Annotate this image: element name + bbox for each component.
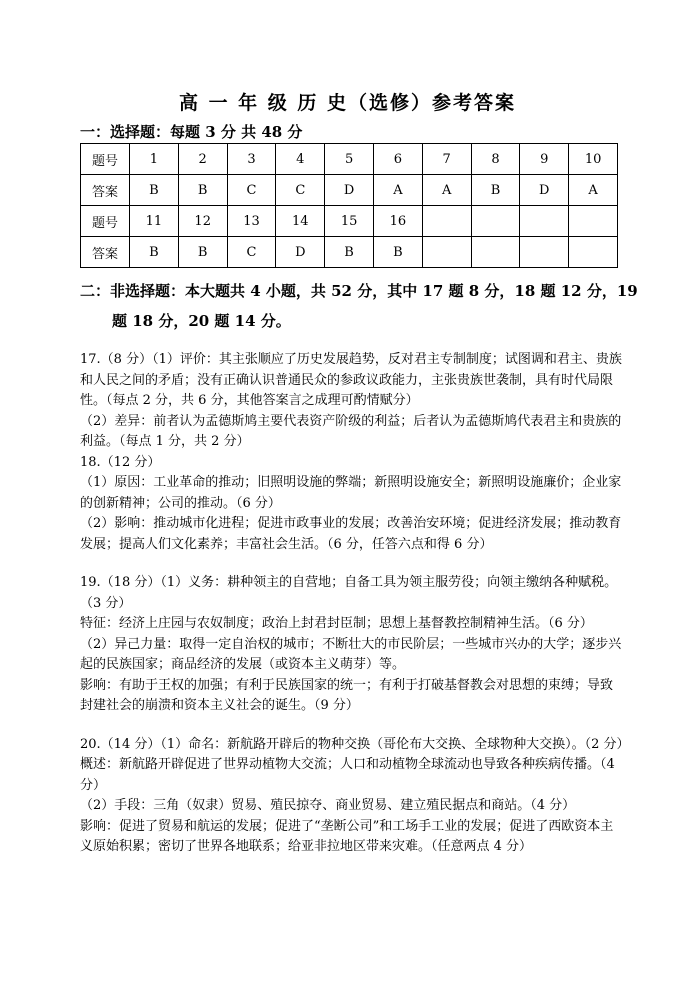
table-cell: C: [227, 237, 276, 268]
table-cell: [520, 237, 569, 268]
answer-paragraph: （2）异己力量：取得一定自治权的城市；不断壮大的市民阶层；一些城市兴办的大学；逐步兴起的民族国家；商品经济的发展（或资本主义萌芽）等。: [80, 636, 622, 672]
answer-paragraph: （2）手段：三角（奴隶）贸易、殖民掠夺、商业贸易、建立殖民据点和商站。（4 分）: [80, 798, 576, 813]
table-cell: 6: [373, 144, 422, 175]
answer-paragraph: （2）差异：前者认为孟德斯鸠主要代表资产阶级的利益；后者认为孟德斯鸠代表君主和贵族的利益。（每点 1 分，共 2 分）: [80, 413, 622, 449]
section1-heading: 一：选择题：每题 3 分 共 48 分: [80, 123, 303, 141]
table-cell: D: [325, 175, 374, 206]
answer-q19: [80, 573, 625, 717]
table-cell: B: [130, 175, 179, 206]
table-cell: 12: [178, 206, 227, 237]
table-cell: C: [227, 175, 276, 206]
spacer: [80, 555, 625, 573]
row-header: 答案: [81, 175, 130, 206]
table-cell: 4: [276, 144, 325, 175]
answer-paragraph: 特征：经济上庄园与农奴制度；政治上封君封臣制；思想上基督教控制精神生活。（6 分）: [80, 616, 593, 631]
table-cell: D: [520, 175, 569, 206]
answer-paragraph: 20.（14 分）（1）命名：新航路开辟后的物种交换（哥伦布大交换、全球物种大交换）。（2 分）: [80, 736, 630, 752]
section2-heading-line2: 题 18 分，20 题 14 分。: [112, 312, 291, 330]
answer-q20: [80, 735, 630, 858]
answer-paragraph: 19.（18 分）（1）义务：耕种领主的自营地；自备工具为领主服劳役；向领主缴纳各种赋税。（3 分）: [80, 575, 618, 611]
table-cell: 11: [130, 206, 179, 237]
table-row: [81, 237, 618, 268]
table-cell: 13: [227, 206, 276, 237]
table-cell: B: [178, 237, 227, 268]
answer-paragraph: （1）原因：工业革命的推动；旧照明设施的弊端；新照明设施安全；新照明设施廉价；企业家的创新精神；公司的推动。（6 分）: [80, 475, 622, 511]
answer-q18: [80, 453, 625, 556]
table-cell: B: [373, 237, 422, 268]
table-cell: [569, 206, 618, 237]
table-cell: 10: [569, 144, 618, 175]
table-row: [81, 206, 618, 237]
answer-paragraph: （2）影响：推动城市化进程；促进市政事业的发展；改善治安环境；促进经济发展；推动教育发展；提高人们文化素养；丰富社会生活。（6 分，任答六点和得 6 分）: [80, 516, 622, 552]
table-cell: B: [325, 237, 374, 268]
table-cell: [422, 237, 471, 268]
answer-paragraph: 影响：有助于王权的加强；有利于民族国家的统一；有利于打破基督教会对思想的束缚；导致封建社会的崩溃和资本主义社会的诞生。（9 分）: [80, 677, 614, 713]
table-cell: 1: [130, 144, 179, 175]
answer-paragraph: 18.（12 分）: [80, 454, 161, 470]
table-cell: B: [130, 237, 179, 268]
row-header: 题号: [81, 144, 130, 175]
table-cell: [422, 206, 471, 237]
section2-heading: [80, 276, 638, 336]
page-title: 高 一 年 级 历 史（选修）参考答案: [178, 92, 517, 114]
row-header: 答案: [81, 237, 130, 268]
table-cell: 15: [325, 206, 374, 237]
spacer: [80, 717, 625, 735]
table-cell: C: [276, 175, 325, 206]
answer-paragraph: 17.（8 分）（1）评价：其主张顺应了历史发展趋势，反对君主专制制度；试图调和君主、贵族和人民之间的矛盾；没有正确认识普通民众的参政议政能力，主张贵族世袭制，具有时代局限性。（每点 2 分，共 6 分，其他答案言之成理可酌情赋分）: [80, 352, 622, 408]
table-cell: 5: [325, 144, 374, 175]
answer-paragraph: 概述：新航路开辟促进了世界动植物大交流；人口和动植物全球流动也导致各种疾病传播。（4 分）: [80, 757, 615, 793]
table-cell: [471, 237, 520, 268]
table-cell: [520, 206, 569, 237]
table-cell: 3: [227, 144, 276, 175]
table-cell: 9: [520, 144, 569, 175]
table-row: [81, 175, 618, 206]
table-cell: B: [178, 175, 227, 206]
answer-paragraph: 影响：促进了贸易和航运的发展；促进了“垄断公司”和工场手工业的发展；促进了西欧资本主义原始积累；密切了世界各地联系；给亚非拉地区带来灾难。（任意两点 4 分）: [80, 818, 614, 854]
table-cell: [569, 237, 618, 268]
essay-answers: [80, 350, 630, 858]
table-cell: 16: [373, 206, 422, 237]
table-cell: A: [569, 175, 618, 206]
table-cell: 2: [178, 144, 227, 175]
table-cell: A: [373, 175, 422, 206]
answer-q17: [80, 350, 625, 453]
table-cell: D: [276, 237, 325, 268]
table-cell: B: [471, 175, 520, 206]
section2-heading-line1: 二：非选择题：本大题共 4 小题，共 52 分，其中 17 题 8 分，18 题 12 分，19: [80, 282, 638, 300]
table-cell: 8: [471, 144, 520, 175]
table-cell: [471, 206, 520, 237]
row-header: 题号: [81, 206, 130, 237]
table-cell: 7: [422, 144, 471, 175]
table-cell: A: [422, 175, 471, 206]
table-row: [81, 144, 618, 175]
table-cell: 14: [276, 206, 325, 237]
choice-answer-table: [80, 143, 618, 268]
